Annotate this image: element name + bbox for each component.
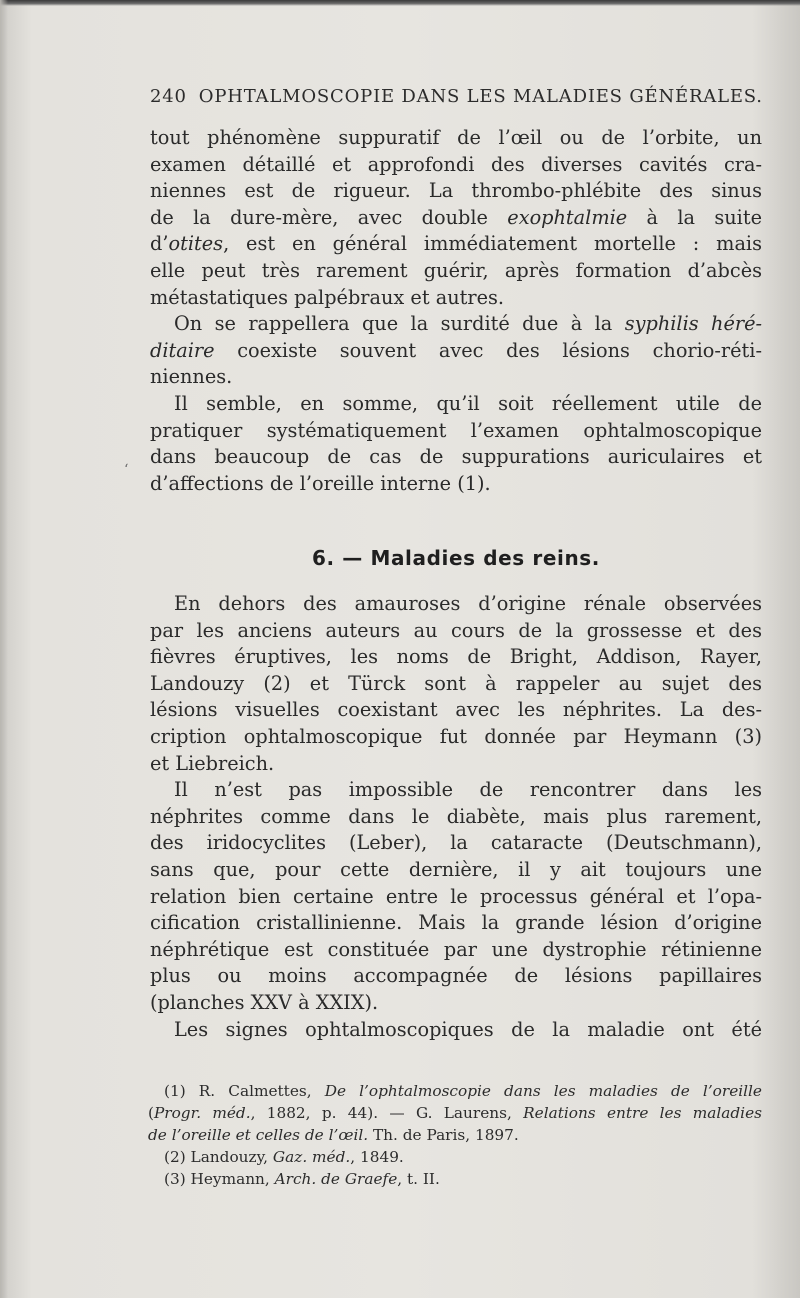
italic-term: exophtalmie [507, 205, 628, 229]
text-line: par les anciens auteurs au cours de la grossesse et des [150, 618, 762, 642]
italic-title: Arch. de Graefe [274, 1170, 398, 1188]
text-line: cification cristallinienne. Mais la grande lésion d’origine [150, 911, 762, 935]
text-line [150, 311, 762, 338]
text-line [150, 338, 762, 365]
text-line: Il n’est pas impossible de rencontrer dans les [174, 778, 762, 802]
section-heading: 6. — Maladies des reins. [312, 546, 600, 570]
body-text-top [150, 125, 762, 497]
text-line: tout phénomène suppuratif de l’œil ou de l’orbite, un [150, 126, 762, 149]
italic-title: De l’ophtalmoscopie dans les maladies de l’oreille [324, 1082, 762, 1100]
text-run: Th. de Paris, 1897. [368, 1126, 519, 1144]
italic-term: otites [168, 232, 224, 256]
footnote-1-cont [148, 1102, 762, 1124]
text-line: examen détaillé et approfondi des diverses cavités cra- [150, 152, 762, 176]
text-line: néphrites comme dans le diabète, mais plus rarement, [150, 804, 762, 828]
text-run: ( [148, 1104, 154, 1122]
page-number: 240 [150, 86, 187, 107]
text-line: dans beaucoup de cas de suppurations auriculaires et [150, 445, 762, 469]
text-run: (1) R. Calmettes, [164, 1082, 325, 1100]
text-line [150, 231, 762, 258]
italic-title: Progr. méd. [153, 1104, 251, 1122]
italic-term: syphilis héré- [624, 312, 762, 336]
top-edge-shadow [0, 0, 800, 6]
running-title: OPHTALMOSCOPIE DANS LES MALADIES GÉNÉRALES. [198, 86, 763, 107]
text-line: pratiquer systématiquement l’examen ophtalmoscopique [150, 418, 762, 442]
text-line: plus ou moins accompagnée de lésions papillaires [150, 964, 762, 988]
text-line: des iridocyclites (Leber), la cataracte (Deutschmann), [150, 831, 762, 855]
text-line: Les signes ophtalmoscopiques de la maladie ont été [174, 1017, 762, 1041]
text-run: de la dure-mère, avec double [150, 205, 508, 229]
footnotes [148, 1080, 762, 1190]
text-line: Il semble, en somme, qu’il soit réellement utile de [174, 391, 762, 415]
body-text-bottom [150, 591, 762, 1043]
text-run: (3) Heymann, [164, 1170, 275, 1188]
footnote-3 [148, 1168, 762, 1190]
footnote-1 [148, 1080, 762, 1102]
italic-title: Relations entre les maladies [523, 1104, 762, 1122]
text-line: cription ophtalmoscopique fut donnée par Heymann (3) [150, 724, 762, 748]
text-line: (planches XXV à XXIX). [150, 990, 379, 1014]
text-line: En dehors des amauroses d’origine rénale observées [174, 592, 762, 615]
text-line: elle peut très rarement guérir, après formation d’abcès [150, 258, 762, 282]
text-run: , 1849. [350, 1148, 404, 1166]
running-header [150, 86, 770, 107]
text-line: d’affections de l’oreille interne (1). [150, 471, 491, 495]
text-run: , t. II. [397, 1170, 440, 1188]
text-line: niennes est de rigueur. La thrombo-phlébite des sinus [150, 179, 762, 203]
text-line: fièvres éruptives, les noms de Bright, Addison, Rayer, [150, 645, 762, 669]
text-line: relation bien certaine entre le processus général et l’opa- [150, 884, 762, 908]
text-run: coexiste souvent avec des lésions chorio-réti- [214, 338, 762, 362]
text-run: , 1882, p. 44). — G. Laurens, [250, 1104, 524, 1122]
text-run: , est en général immédiatement mortelle : mais [223, 232, 762, 256]
footnote-2 [148, 1146, 762, 1168]
text-run: d’ [150, 232, 169, 256]
text-line: néphrétique est constituée par une dystrophie rétinienne [150, 937, 762, 961]
text-run: à la suite [627, 205, 762, 229]
text-line: niennes. [150, 365, 233, 389]
text-run: (2) Landouzy, [164, 1148, 273, 1166]
text-line: Landouzy (2) et Türck sont à rappeler au sujet des [150, 671, 762, 695]
page-gutter-shadow [0, 0, 8, 1298]
text-line: métastatiques palpébraux et autres. [150, 285, 505, 309]
text-line [150, 205, 762, 232]
text-line: sans que, pour cette dernière, il y ait toujours une [150, 857, 762, 881]
text-line: lésions visuelles coexistant avec les néphrites. La des- [150, 698, 762, 722]
margin-mark: ʻ [124, 462, 129, 478]
text-line: et Liebreich. [150, 751, 275, 775]
italic-term: ditaire [150, 338, 215, 362]
italic-title: de l’oreille et celles de l’œil. [148, 1126, 369, 1144]
footnote-1-cont [148, 1124, 762, 1146]
italic-title: Gaz. méd. [272, 1148, 351, 1166]
text-run: On se rappellera que la surdité due à la [174, 312, 625, 336]
